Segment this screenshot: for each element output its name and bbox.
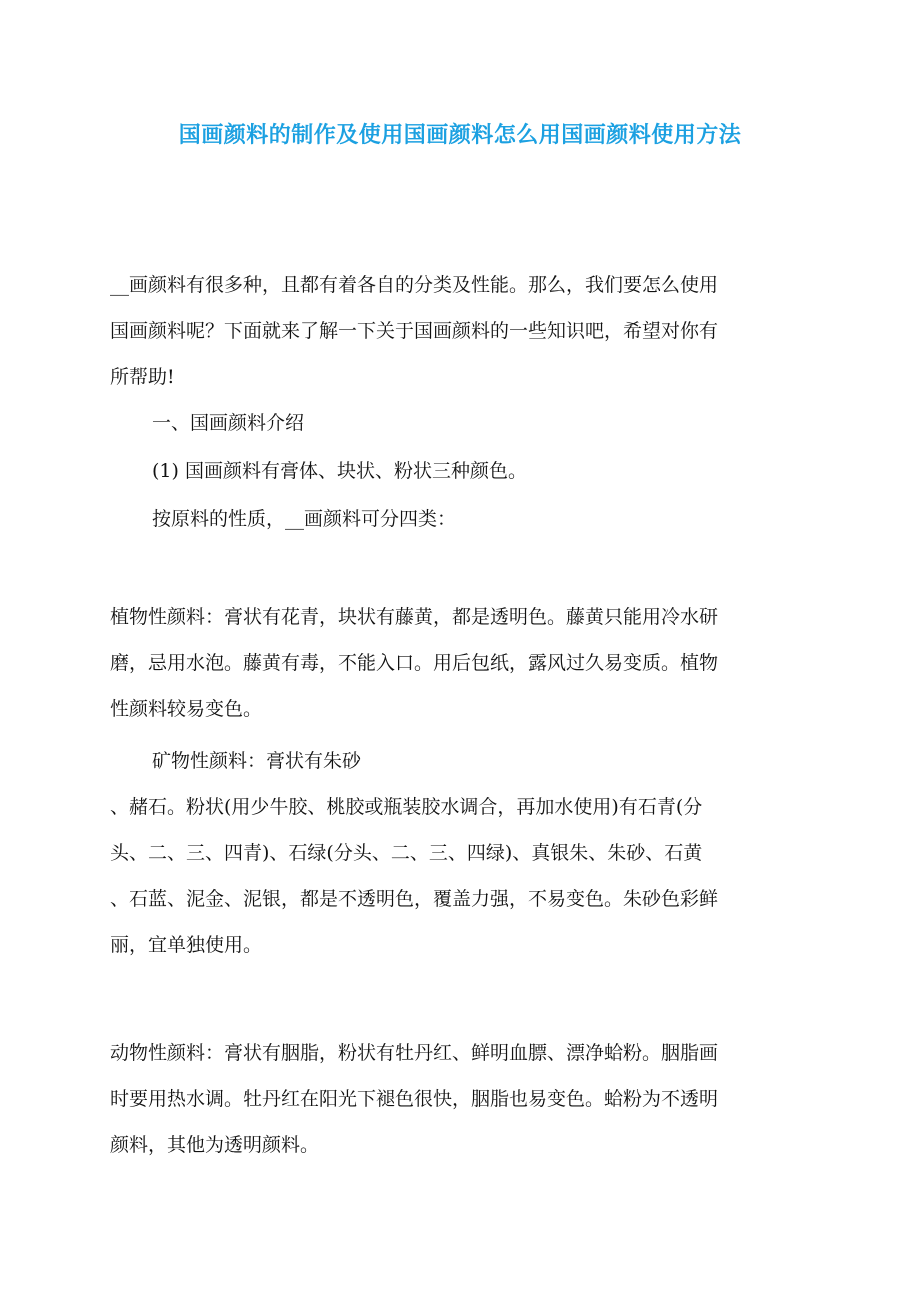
- intro-line: 国画颜料呢？下面就来了解一下关于国画颜料的一些知识吧，希望对你有: [110, 320, 719, 342]
- mineral-line: 丽，宜单独使用。: [110, 934, 263, 956]
- intro-line: 所帮助!: [110, 366, 175, 388]
- animal-line: 时要用热水调。牡丹红在阳光下褪色很快，胭脂也易变色。蛤粉为不透明: [110, 1088, 719, 1110]
- plant-line: 性颜料较易变色。: [110, 698, 263, 720]
- plant-line: 植物性颜料：膏状有花青，块状有藤黄，都是透明色。藤黄只能用冷水研: [110, 606, 719, 628]
- mineral-pigments-paragraph: [110, 784, 810, 968]
- classify-intro: 按原料的性质，__画颜料可分四类：: [152, 508, 457, 530]
- point-1: (1) 国画颜料有膏体、块状、粉状三种颜色。: [152, 460, 527, 482]
- section-heading: 一、国画颜料介绍: [152, 412, 305, 434]
- animal-line: 动物性颜料：膏状有胭脂，粉状有牡丹红、鲜明血膘、漂净蛤粉。胭脂画: [110, 1042, 719, 1064]
- plant-line: 磨，忌用水泡。藤黄有毒，不能入口。用后包纸，露风过久易变质。植物: [110, 652, 719, 674]
- animal-line: 颜料，其他为透明颜料。: [110, 1134, 320, 1156]
- animal-pigments-paragraph: [110, 1030, 810, 1168]
- document-title: 国画颜料的制作及使用国画颜料怎么用国画颜料使用方法: [178, 123, 742, 148]
- plant-pigments-paragraph: [110, 594, 810, 732]
- intro-line: __画颜料有很多种，且都有着各自的分类及性能。那么，我们要怎么使用: [110, 274, 719, 296]
- mineral-line: 、石蓝、泥金、泥银，都是不透明色，覆盖力强，不易变色。朱砂色彩鲜: [110, 888, 719, 910]
- mineral-heading: 矿物性颜料：膏状有朱砂: [152, 750, 362, 772]
- mineral-line: 、赭石。粉状(用少牛胶、桃胶或瓶装胶水调合，再加水使用)有石青(分: [110, 796, 703, 818]
- mineral-line: 头、二、三、四青)、石绿(分头、二、三、四绿)、真银朱、朱砂、石黄: [110, 842, 703, 864]
- intro-paragraph: [110, 262, 810, 400]
